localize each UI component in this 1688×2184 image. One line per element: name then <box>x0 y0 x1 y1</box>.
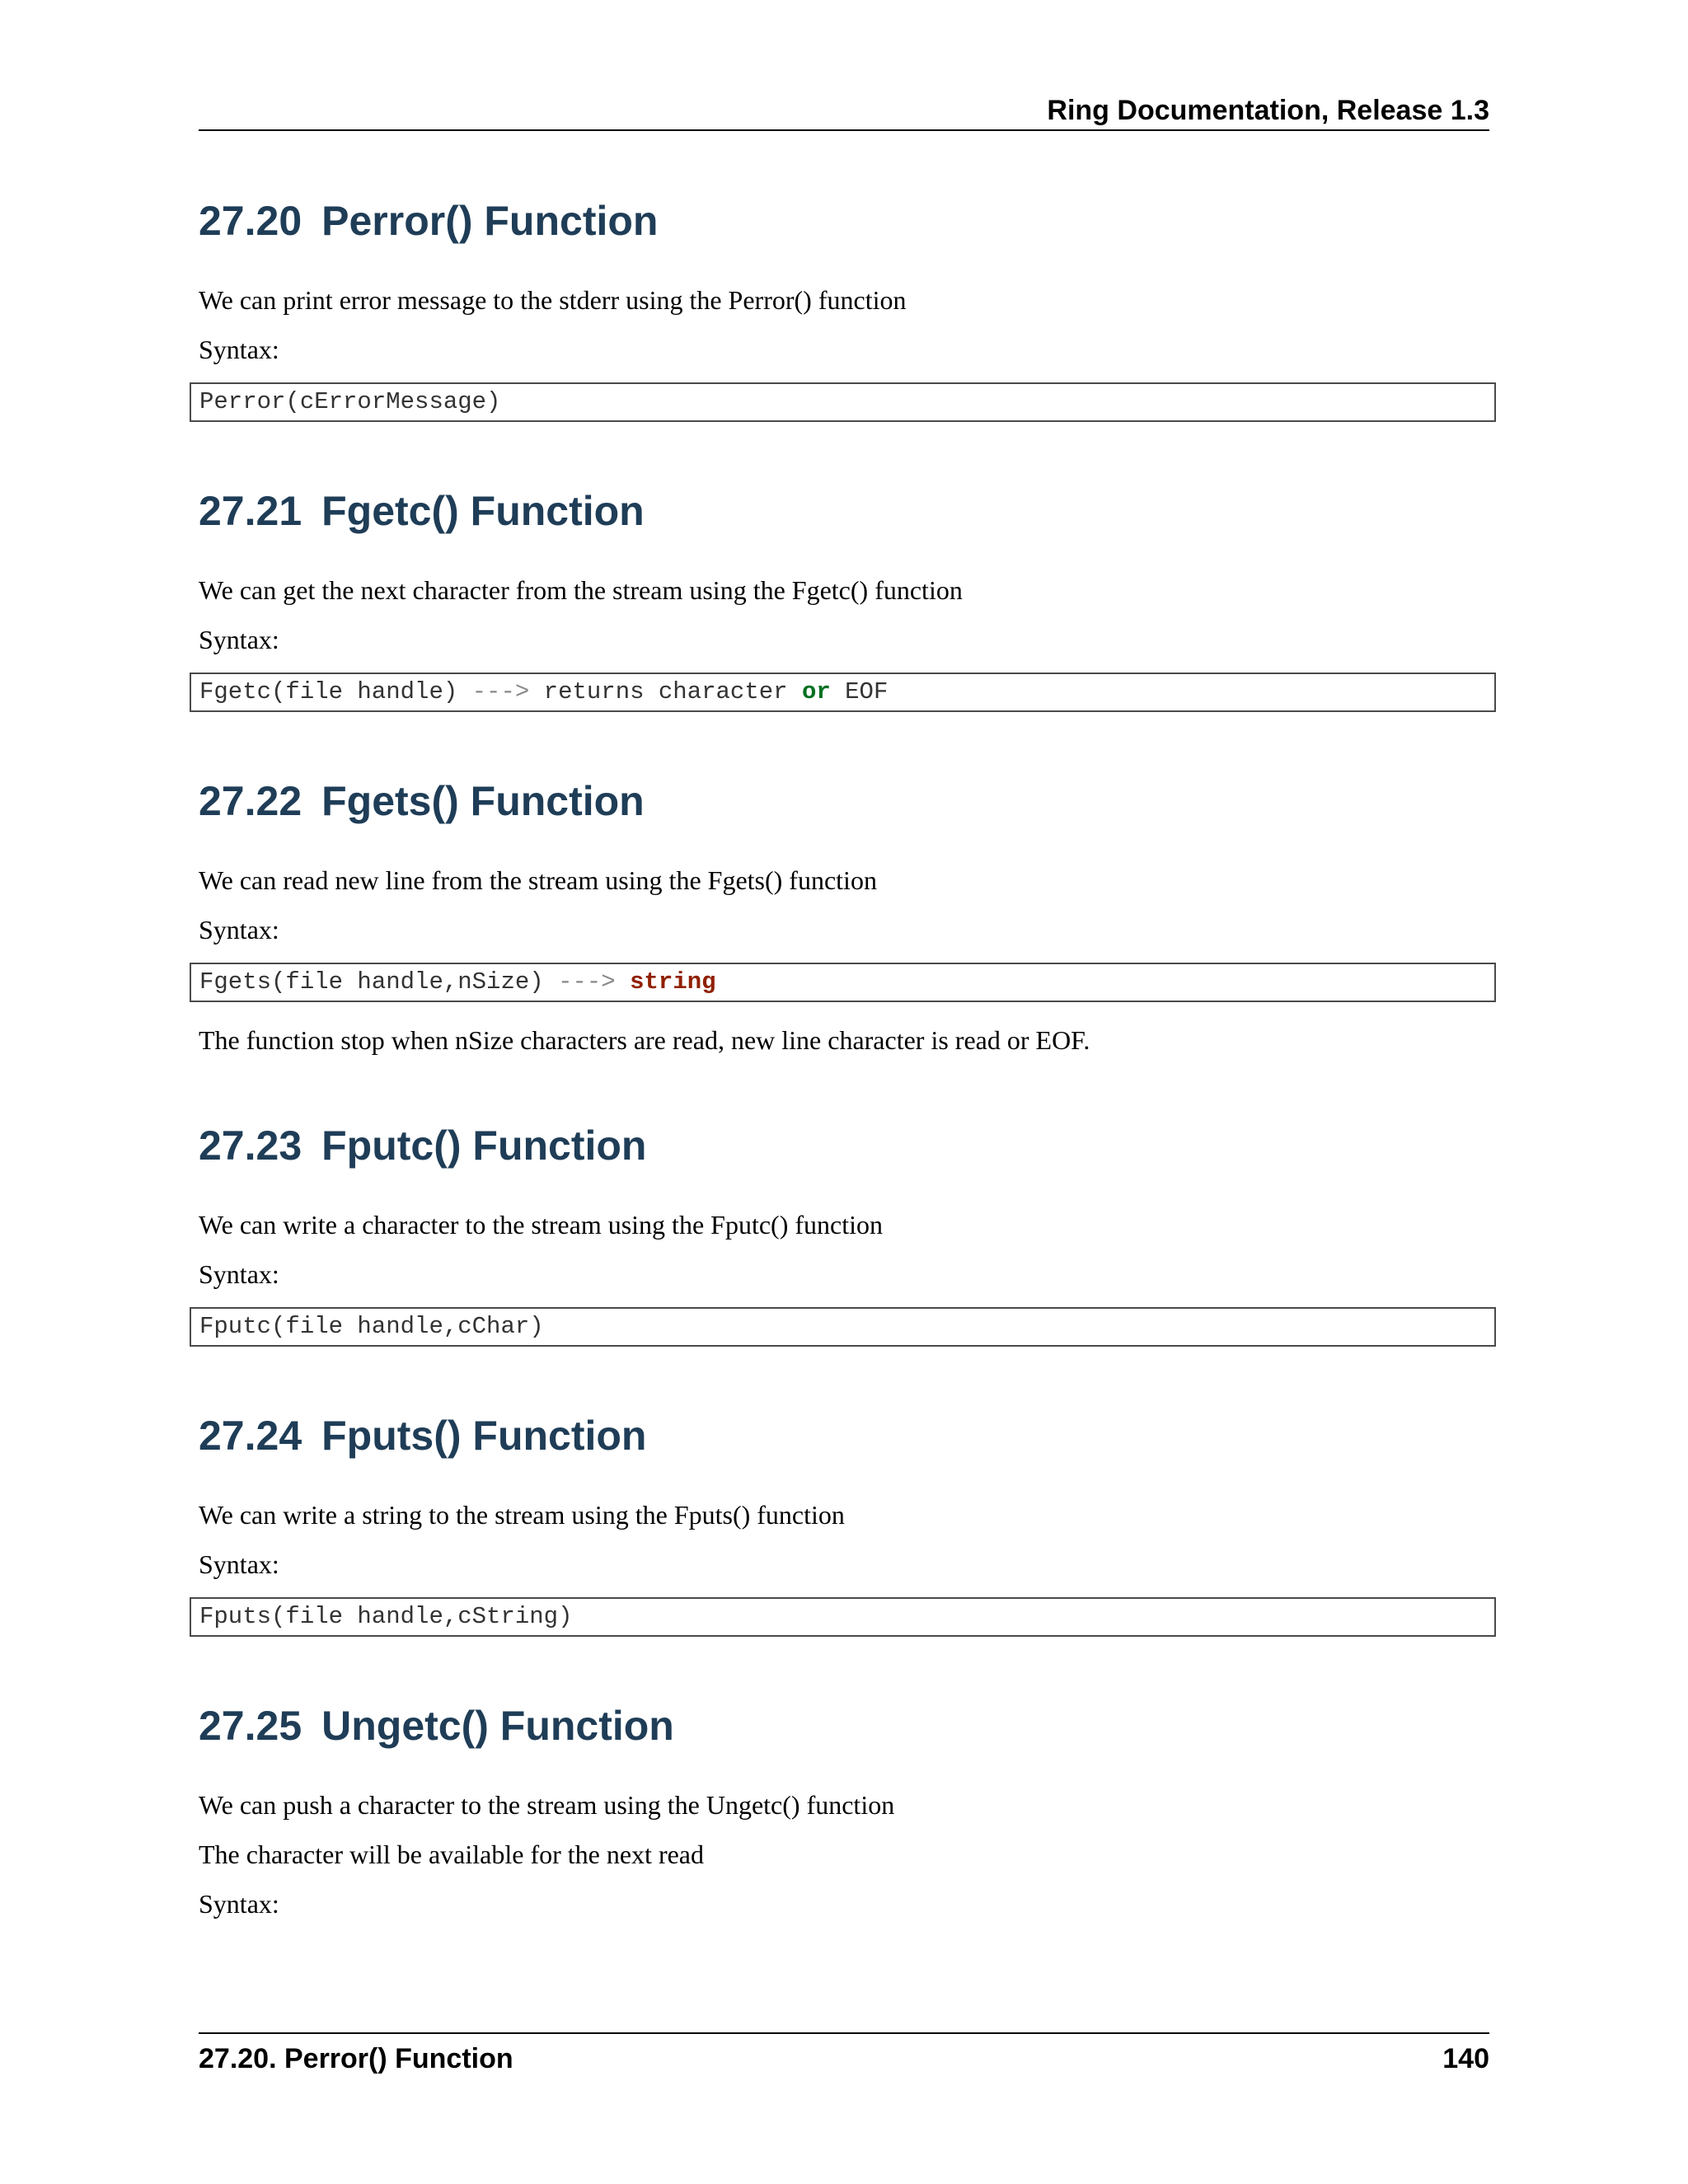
section-intro: We can get the next character from the stream using the Fgetc() function <box>199 575 963 605</box>
section-number: 27.21 <box>199 488 302 534</box>
section-number: 27.20 <box>199 198 302 244</box>
section-intro: We can read new line from the stream using the Fgets() function <box>199 865 877 895</box>
syntax-label: Syntax: <box>199 1889 279 1919</box>
section-title: Fputs() Function <box>321 1413 647 1459</box>
section-perror <box>199 191 1489 422</box>
section-heading <box>199 191 1489 251</box>
section-text: The character will be available for the next read <box>199 1840 704 1869</box>
code-text <box>616 968 630 996</box>
section-title: Ungetc() Function <box>321 1703 674 1749</box>
section-title: Fputc() Function <box>321 1122 647 1169</box>
code-keyword: string <box>630 968 716 996</box>
section-fgets <box>199 771 1489 1057</box>
section-title: Perror() Function <box>321 198 659 244</box>
document-page <box>199 0 1489 2184</box>
section-number: 27.23 <box>199 1122 302 1169</box>
syntax-label: Syntax: <box>199 335 279 364</box>
page-number: 140 <box>1442 2043 1489 2074</box>
running-header: Ring Documentation, Release 1.3 <box>1047 95 1489 126</box>
section-intro: We can print error message to the stderr using the Perror() function <box>199 285 907 315</box>
footer-rule <box>199 2032 1489 2034</box>
code-block <box>190 382 1496 422</box>
code-arrow: ---> <box>558 968 616 996</box>
syntax-label: Syntax: <box>199 625 279 654</box>
code-text: Fgetc(file handle) <box>199 678 472 705</box>
code-block <box>190 963 1496 1002</box>
code-keyword: or <box>801 678 831 705</box>
section-heading <box>199 1116 1489 1175</box>
section-number: 27.24 <box>199 1413 302 1459</box>
code-text: Perror(cErrorMessage) <box>199 388 501 415</box>
section-number: 27.22 <box>199 778 302 824</box>
page-content <box>199 191 1489 1980</box>
section-heading <box>199 481 1489 541</box>
header-rule <box>199 129 1489 131</box>
code-block <box>190 1307 1496 1347</box>
section-number: 27.25 <box>199 1703 302 1749</box>
section-heading <box>199 1696 1489 1755</box>
section-fputc <box>199 1116 1489 1347</box>
code-arrow: ---> <box>471 678 530 705</box>
section-title: Fgets() Function <box>321 778 645 824</box>
section-intro: We can write a string to the stream using the Fputs() function <box>199 1500 845 1530</box>
section-fgetc <box>199 481 1489 712</box>
code-block <box>190 1597 1496 1637</box>
code-text: returns character <box>529 678 802 705</box>
section-heading <box>199 1406 1489 1465</box>
section-ungetc <box>199 1696 1489 1920</box>
syntax-label: Syntax: <box>199 1259 279 1289</box>
section-fputs <box>199 1406 1489 1637</box>
code-text: Fputs(file handle,cString) <box>199 1603 573 1630</box>
section-heading <box>199 771 1489 831</box>
section-title: Fgetc() Function <box>321 488 645 534</box>
code-text: EOF <box>830 678 889 705</box>
section-note: The function stop when nSize characters are read, new line character is read or EOF. <box>199 1025 1090 1055</box>
syntax-label: Syntax: <box>199 915 279 944</box>
code-text: Fgets(file handle,nSize) <box>199 968 559 996</box>
code-text: Fputc(file handle,cChar) <box>199 1313 544 1340</box>
section-intro: We can write a character to the stream using the Fputc() function <box>199 1210 883 1240</box>
code-block <box>190 673 1496 712</box>
syntax-label: Syntax: <box>199 1549 279 1579</box>
section-intro: We can push a character to the stream using the Ungetc() function <box>199 1790 895 1820</box>
footer-section: 27.20. Perror() Function <box>199 2043 513 2074</box>
